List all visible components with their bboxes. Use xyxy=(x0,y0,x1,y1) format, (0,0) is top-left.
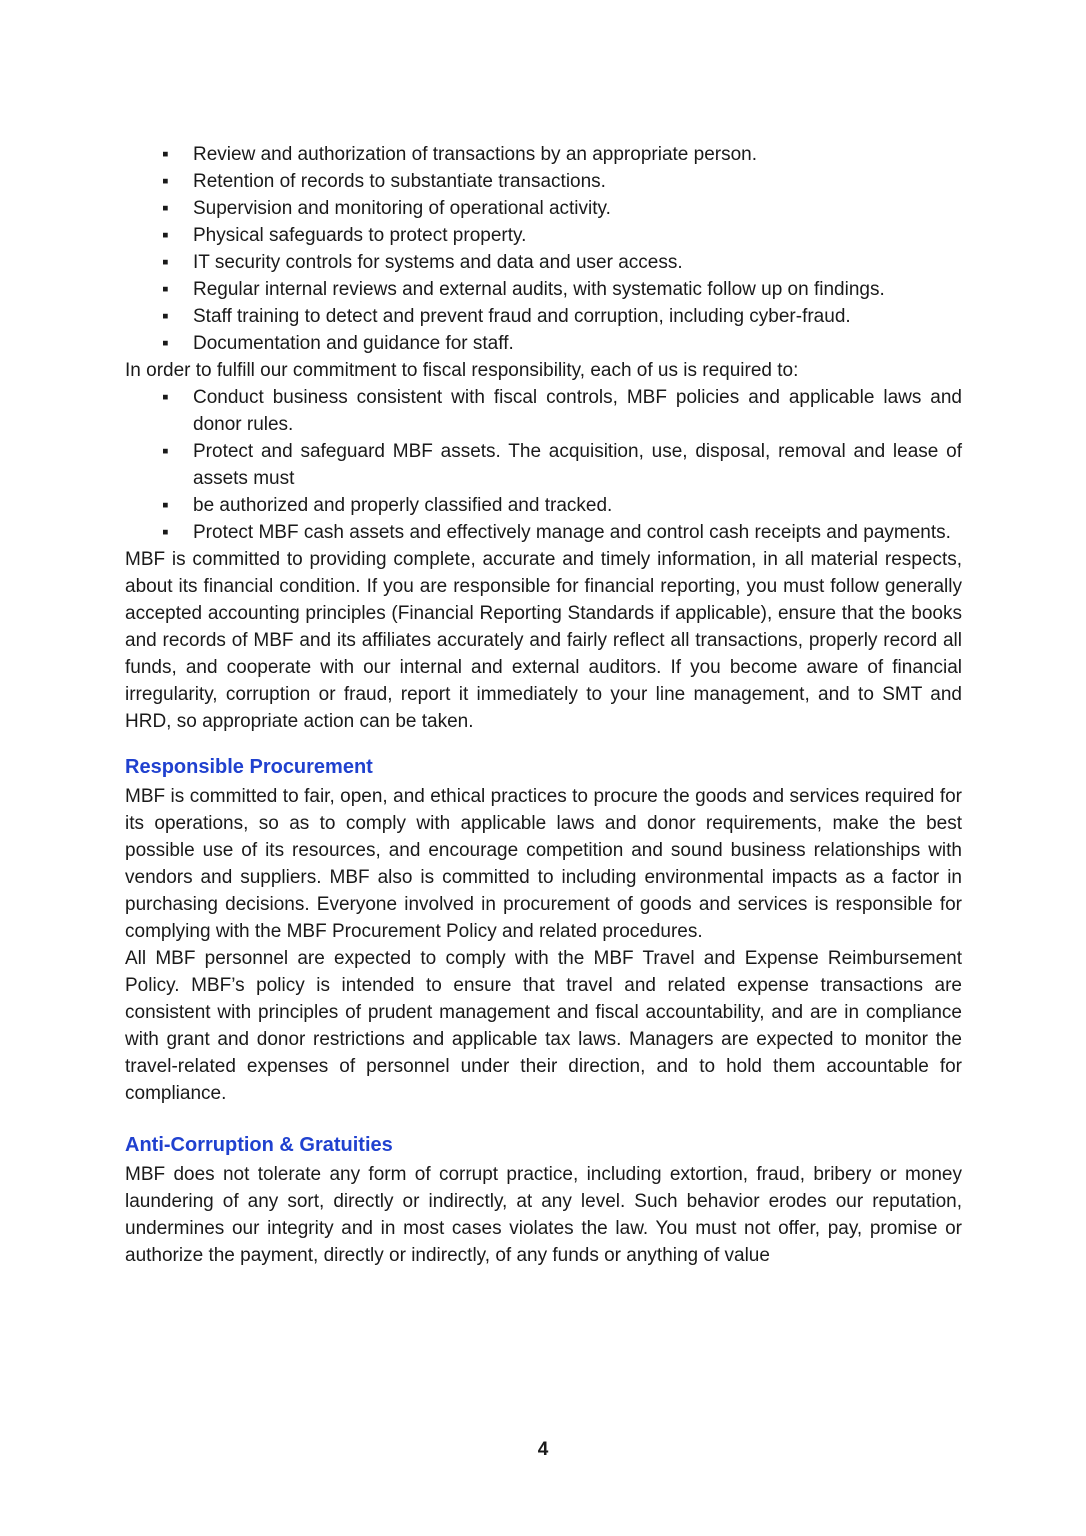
list-item-text: Staff training to detect and prevent fraud and corruption, including cyber-fraud. xyxy=(193,306,851,327)
list-item-text: be authorized and properly classified and tracked. xyxy=(193,495,613,516)
list-item-text: Documentation and guidance for staff. xyxy=(193,333,514,354)
list-item xyxy=(162,438,962,492)
bullet-square-icon: ▪ xyxy=(162,387,169,408)
list-item-text: Conduct business consistent with fiscal controls, MBF policies and applicable laws and donor rules. xyxy=(193,387,962,435)
section-heading-anticorruption: Anti-Corruption & Gratuities xyxy=(125,1134,393,1156)
bullet-square-icon: ▪ xyxy=(162,252,169,273)
list-item xyxy=(162,249,962,276)
list-item xyxy=(162,276,962,303)
list-item xyxy=(162,141,962,168)
list-item xyxy=(162,168,962,195)
bullet-square-icon: ▪ xyxy=(162,279,169,300)
list-item-text: IT security controls for systems and data and user access. xyxy=(193,252,683,273)
controls-list xyxy=(125,141,962,357)
bullet-square-icon: ▪ xyxy=(162,495,169,516)
bullet-square-icon: ▪ xyxy=(162,144,169,165)
anticorruption-paragraph: MBF does not tolerate any form of corrupt practice, including extortion, fraud, bribery or money laundering of any sort, directly or indirectly, at any level. Such behavior erodes our reputation, undermines our integrity and in most cases violates the law. You must not offer, pay, promise or authorize the payment, directly or indirectly, of any funds or anything of value xyxy=(125,1164,962,1266)
bullet-square-icon: ▪ xyxy=(162,441,169,462)
list-item xyxy=(162,330,962,357)
list-item xyxy=(162,492,962,519)
list-item xyxy=(162,303,962,330)
list-item xyxy=(162,519,962,546)
bullet-square-icon: ▪ xyxy=(162,171,169,192)
intro-paragraph: In order to fulfill our commitment to fiscal responsibility, each of us is required to: xyxy=(125,360,799,381)
bullet-square-icon: ▪ xyxy=(162,333,169,354)
section-heading-procurement: Responsible Procurement xyxy=(125,756,373,778)
procurement-paragraph: MBF is committed to fair, open, and ethical practices to procure the goods and services required for its operations, so as to comply with applicable laws and donor requirements, make the best possible use of its resources, and encourage competition and sound business relationships with vendors and suppliers. MBF also is committed to including environmental impacts as a factor in purchasing decisions. Everyone involved in procurement of goods and services is responsible for complying with the MBF Procurement Policy and related procedures. xyxy=(125,786,962,942)
financial-paragraph: MBF is committed to providing complete, accurate and timely information, in all material respects, about its financial condition. If you are responsible for financial reporting, you must follow generally accepted accounting principles (Financial Reporting Standards if applicable), ensure that the books and records of MBF and its affiliates accurately and fairly reflect all transactions, properly record all funds, and cooperate with our internal and external auditors. If you become aware of financial irregularity, corruption or fraud, report it immediately to your line management, and to SMT and HRD, so appropriate action can be taken. xyxy=(125,549,962,732)
travel-paragraph: All MBF personnel are expected to comply with the MBF Travel and Expense Reimbursement Policy. MBF’s policy is intended to ensure that travel and related expense transactions are consistent with principles of prudent management and fiscal accountability, and are in compliance with grant and donor restrictions and applicable tax laws. Managers are expected to monitor the travel-related expenses of personnel under their direction, and to hold them accountable for compliance. xyxy=(125,948,962,1104)
list-item-text: Protect and safeguard MBF assets. The acquisition, use, disposal, removal and lease of assets must xyxy=(193,441,962,489)
list-item-text: Supervision and monitoring of operational activity. xyxy=(193,198,611,219)
bullet-square-icon: ▪ xyxy=(162,522,169,543)
list-item-text: Retention of records to substantiate transactions. xyxy=(193,171,606,192)
list-item-text: Physical safeguards to protect property. xyxy=(193,225,527,246)
list-item-text: Protect MBF cash assets and effectively manage and control cash receipts and payments. xyxy=(193,522,951,543)
list-item xyxy=(162,384,962,438)
page-number: 4 xyxy=(537,1439,549,1460)
bullet-square-icon: ▪ xyxy=(162,225,169,246)
bullet-square-icon: ▪ xyxy=(162,198,169,219)
list-item-text: Regular internal reviews and external audits, with systematic follow up on findings. xyxy=(193,279,885,300)
requirements-list xyxy=(125,384,962,546)
list-item xyxy=(162,222,962,249)
bullet-square-icon: ▪ xyxy=(162,306,169,327)
list-item-text: Review and authorization of transactions by an appropriate person. xyxy=(193,144,758,165)
list-item xyxy=(162,195,962,222)
